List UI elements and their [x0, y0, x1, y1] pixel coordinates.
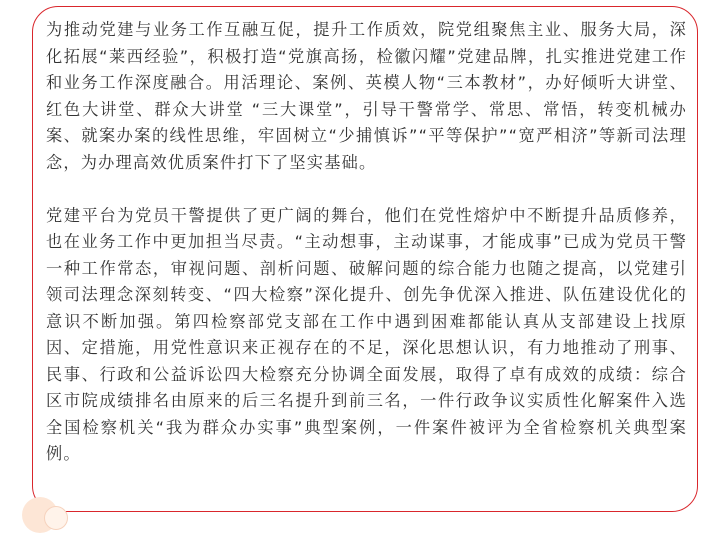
article-paragraph-2: 党建平台为党员干警提供了更广阔的舞台，他们在党性熔炉中不断提升品质修养，也在业务工作中更加担当尽责。“主动想事，主动谋事，才能成事”已成为党员干警一种工作常态，审视问题、剖析问题、破解问题的综合能力也随之提高，以党建引领司法理念深刻转变、“四大检察”深化提升、创先争优深入推进、队伍建设优化的意识不断加强。第四检察部党支部在工作中遇到困难都能认真从支部建设上找原因、定措施，用党性意识来正视存在的不足，深化思想认识，有力地推动了刑事、民事、行政和公益诉讼四大检察充分协调全面发展，取得了卓有成效的成绩：综合区市院成绩排名由原来的后三名提升到前三名，一件行政争议实质性化解案件入选全国检察机关“我为群众办实事”典型案例，一件案件被评为全省检察机关典型案例。 — [46, 205, 687, 463]
article-body — [46, 17, 687, 468]
decorative-circle-small — [44, 506, 68, 530]
article-paragraph-1: 为推动党建与业务工作互融互促，提升工作质效，院党组聚焦主业、服务大局，深化拓展“莱西经验”，积极打造“党旗高扬，检徽闪耀”党建品牌，扎实推进党建工作和业务工作深度融合。用活理论、案例、英模人物“三本教材”，办好倾听大讲堂、红色大讲堂、群众大讲堂 “三大课堂”，引导干警常学、常思、常悟，转变机械办案、就案办案的线性思维，牢固树立“少捕慎诉”“平等保护”“宽严相济”等新司法理念，为办理高效优质案件打下了坚实基础。 — [46, 20, 687, 172]
